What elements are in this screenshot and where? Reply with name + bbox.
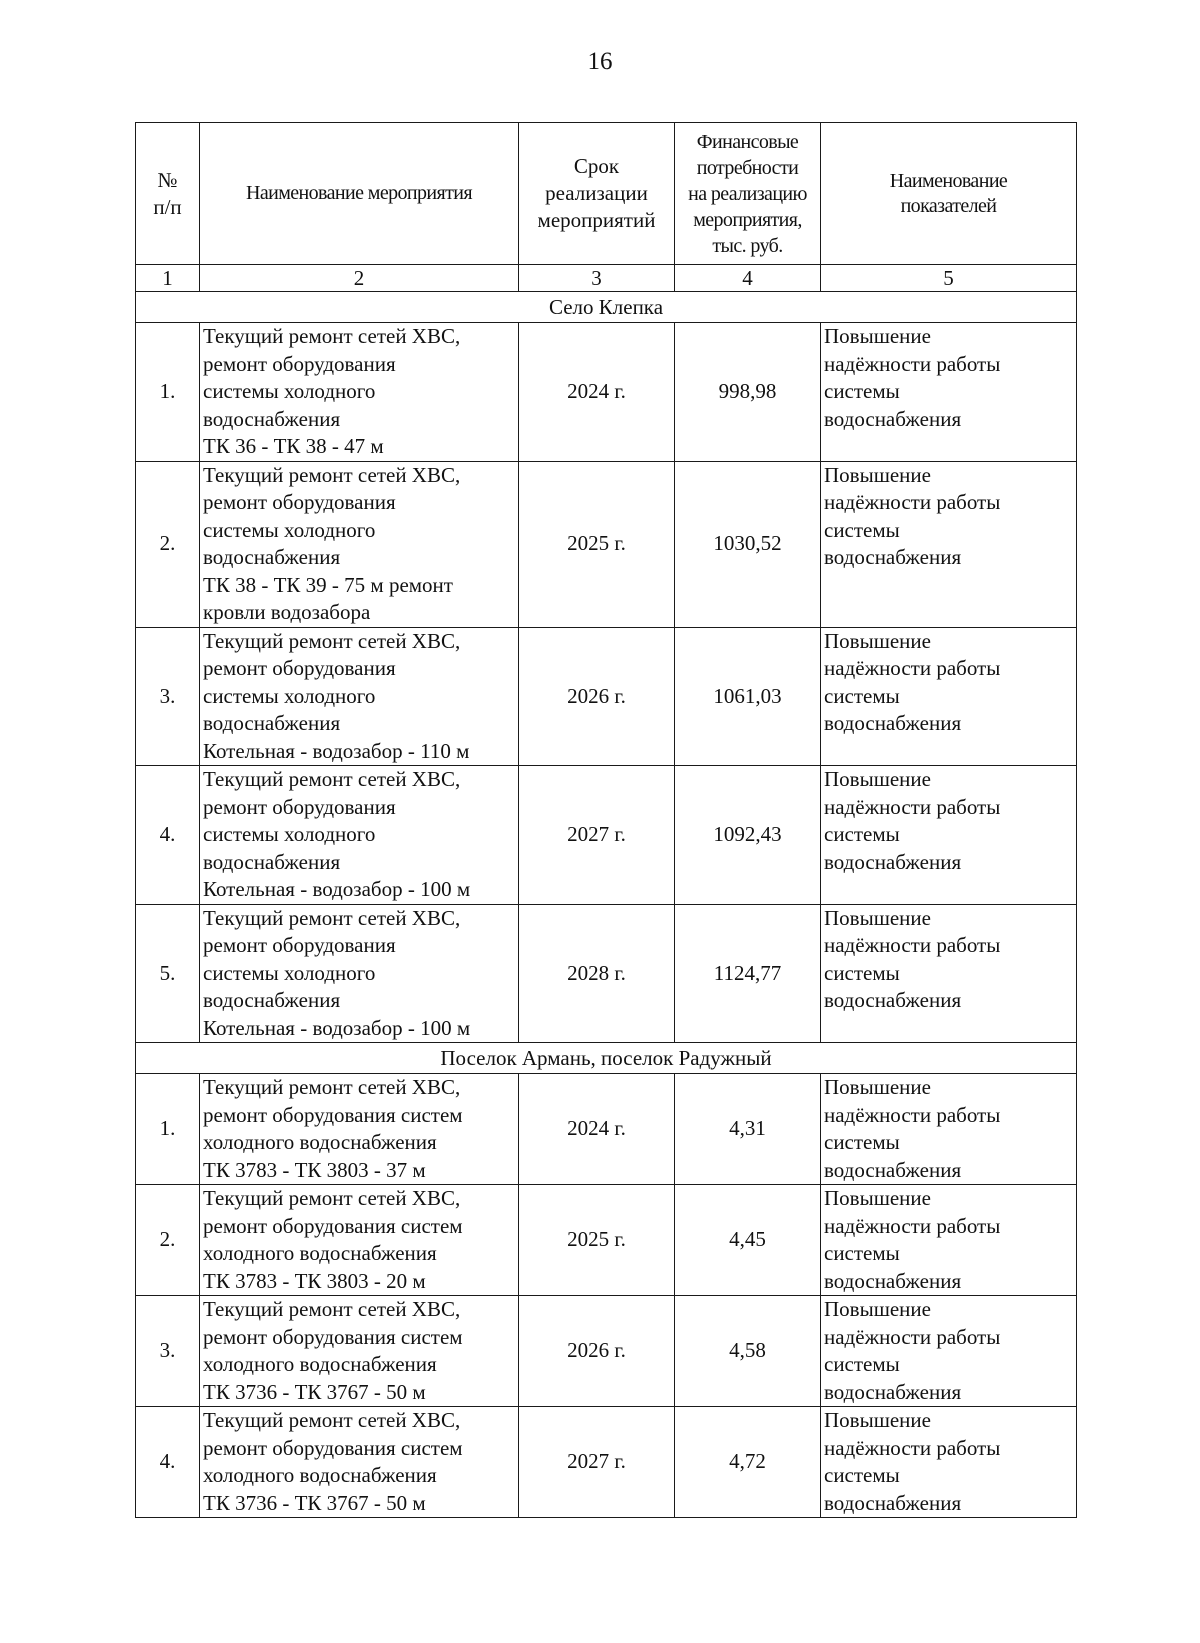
indicator-line: надёжности работы: [824, 794, 1001, 819]
measure-name-line: водоснабжения: [203, 406, 341, 431]
measure-indicator: [821, 1407, 1077, 1518]
measure-cost: 1061,03: [675, 627, 821, 766]
measure-cost: 1030,52: [675, 461, 821, 627]
measure-name: [200, 627, 519, 766]
section-title: Поселок Армань, поселок Радужный: [136, 1043, 1077, 1074]
measure-name-line: ремонт оборудования: [203, 933, 396, 957]
measure-indicator: [821, 461, 1077, 627]
measure-name-line: ремонт оборудования: [203, 794, 396, 819]
indicator-line: Повышение: [824, 324, 931, 348]
indicator-line: системы: [824, 822, 900, 846]
header-finance: [675, 123, 821, 265]
header-finance-line: мероприятия,: [693, 208, 802, 231]
indicator-line: надёжности работы: [824, 1324, 1001, 1349]
measure-name-line: водоснабжения: [203, 988, 341, 1012]
row-number: 1.: [136, 1074, 200, 1185]
header-num-line: №: [157, 167, 178, 192]
measure-name-line: холодного водоснабжения: [203, 1130, 437, 1154]
measure-name-line: холодного водоснабжения: [203, 1352, 437, 1376]
header-term: [519, 123, 675, 265]
measure-name: [200, 904, 519, 1043]
measure-name-line: ремонт оборудования: [203, 351, 396, 376]
measure-term: 2026 г.: [519, 627, 675, 766]
table-row: [136, 904, 1077, 1043]
column-number: 3: [519, 265, 675, 292]
measure-name-line: ТК 3783 - ТК 3803 - 37 м: [203, 1157, 426, 1182]
page-number: 16: [587, 48, 613, 75]
measure-name-line: Текущий ремонт сетей ХВС,: [203, 905, 461, 930]
measure-indicator: [821, 1296, 1077, 1407]
indicator-line: водоснабжения: [824, 406, 962, 431]
row-number: 3.: [136, 627, 200, 766]
indicator-line: системы: [824, 960, 900, 985]
table-row: [136, 1074, 1077, 1185]
column-number: 4: [675, 265, 821, 292]
indicator-line: системы: [824, 1463, 900, 1487]
measure-cost: 1124,77: [675, 904, 821, 1043]
measure-name-line: Котельная - водозабор - 110 м: [203, 738, 470, 763]
header-term-line: мероприятий: [537, 208, 656, 232]
table-row: [136, 1185, 1077, 1296]
measure-name-line: системы холодного: [203, 822, 376, 846]
table-row: [136, 461, 1077, 627]
indicator-line: системы: [824, 517, 900, 542]
measure-term: 2025 г.: [519, 461, 675, 627]
header-finance-line: Финансовые: [696, 130, 799, 153]
measure-name-line: системы холодного: [203, 683, 376, 708]
measure-name-line: Текущий ремонт сетей ХВС,: [203, 1186, 461, 1210]
measure-cost: 998,98: [675, 323, 821, 462]
indicator-line: надёжности работы: [824, 1213, 1001, 1238]
indicator-line: водоснабжения: [824, 711, 962, 735]
measure-term: 2027 г.: [519, 1407, 675, 1518]
measure-name-line: ремонт оборудования: [203, 490, 396, 514]
measure-name-line: водоснабжения: [203, 849, 341, 874]
indicator-line: Повышение: [824, 1297, 931, 1321]
measure-name-line: холодного водоснабжения: [203, 1463, 437, 1487]
indicator-line: Повышение: [824, 1075, 931, 1099]
indicator-line: надёжности работы: [824, 490, 1001, 514]
measure-name-line: водоснабжения: [203, 711, 341, 735]
section-row: [136, 292, 1077, 323]
header-indicator-line: показателей: [900, 194, 997, 217]
measure-name-line: Текущий ремонт сетей ХВС,: [203, 628, 461, 653]
measure-cost: 1092,43: [675, 766, 821, 905]
measure-name-line: Текущий ремонт сетей ХВС,: [203, 1075, 461, 1099]
indicator-line: системы: [824, 1130, 900, 1154]
measure-term: 2024 г.: [519, 323, 675, 462]
indicator-line: надёжности работы: [824, 351, 1001, 376]
table-row: [136, 1407, 1077, 1518]
table-row: [136, 766, 1077, 905]
indicator-line: системы: [824, 1241, 900, 1265]
indicator-line: водоснабжения: [824, 849, 962, 874]
measure-name: [200, 461, 519, 627]
measure-name-line: Текущий ремонт сетей ХВС,: [203, 767, 461, 791]
row-number: 5.: [136, 904, 200, 1043]
measure-name-line: ремонт оборудования систем: [203, 1435, 463, 1460]
row-number: 2.: [136, 1185, 200, 1296]
indicator-line: Повышение: [824, 628, 931, 653]
measure-name-line: Текущий ремонт сетей ХВС,: [203, 324, 461, 348]
measure-name-line: системы холодного: [203, 960, 376, 985]
header-num: [136, 123, 200, 265]
measure-indicator: [821, 1074, 1077, 1185]
measure-term: 2025 г.: [519, 1185, 675, 1296]
measure-name-line: ТК 3736 - ТК 3767 - 50 м: [203, 1379, 426, 1404]
indicator-line: водоснабжения: [824, 988, 962, 1012]
header-name-text: Наименование мероприятия: [246, 182, 472, 204]
measure-indicator: [821, 904, 1077, 1043]
measure-indicator: [821, 766, 1077, 905]
table-header-row: [136, 123, 1077, 265]
header-indicator-line: Наименование: [889, 169, 1008, 192]
measure-name-line: ремонт оборудования систем: [203, 1213, 463, 1238]
measure-name-line: Котельная - водозабор - 100 м: [203, 1015, 471, 1040]
measure-name-line: водоснабжения: [203, 545, 341, 569]
measure-term: 2027 г.: [519, 766, 675, 905]
measure-indicator: [821, 323, 1077, 462]
measure-term: 2024 г.: [519, 1074, 675, 1185]
measure-name-line: системы холодного: [203, 379, 376, 403]
header-finance-line: потребности: [696, 156, 799, 179]
table-row: [136, 323, 1077, 462]
measure-name-line: Текущий ремонт сетей ХВС,: [203, 462, 461, 487]
measure-name-line: ремонт оборудования систем: [203, 1324, 463, 1349]
header-name: [200, 123, 519, 265]
indicator-line: надёжности работы: [824, 1102, 1001, 1127]
measure-cost: 4,45: [675, 1185, 821, 1296]
indicator-line: Повышение: [824, 1408, 931, 1432]
column-number: 1: [136, 265, 200, 292]
measure-name-line: системы холодного: [203, 517, 376, 542]
indicator-line: Повышение: [824, 462, 931, 487]
measure-name-line: Текущий ремонт сетей ХВС,: [203, 1408, 461, 1432]
header-term-line: Срок: [573, 154, 620, 178]
measure-term: 2026 г.: [519, 1296, 675, 1407]
indicator-line: водоснабжения: [824, 1379, 962, 1404]
measure-name: [200, 766, 519, 905]
column-number: 5: [821, 265, 1077, 292]
indicator-line: надёжности работы: [824, 656, 1001, 680]
indicator-line: надёжности работы: [824, 1435, 1001, 1460]
measure-term: 2028 г.: [519, 904, 675, 1043]
measure-name: [200, 1185, 519, 1296]
column-number: 2: [200, 265, 519, 292]
row-number: 4.: [136, 1407, 200, 1518]
header-indicator: [821, 123, 1077, 265]
header-finance-line: тыс. руб.: [712, 234, 783, 257]
indicator-line: водоснабжения: [824, 1268, 962, 1293]
indicator-line: Повышение: [824, 767, 931, 791]
header-num-line: п/п: [153, 194, 182, 219]
measure-name-line: ТК 3783 - ТК 3803 - 20 м: [203, 1268, 426, 1293]
row-number: 3.: [136, 1296, 200, 1407]
measure-name-line: Котельная - водозабор - 100 м: [203, 877, 471, 901]
measure-name-line: ремонт оборудования: [203, 656, 396, 680]
measure-cost: 4,72: [675, 1407, 821, 1518]
measure-indicator: [821, 627, 1077, 766]
measures-table: [135, 122, 1077, 1518]
table-row: [136, 1296, 1077, 1407]
measure-indicator: [821, 1185, 1077, 1296]
section-title: Село Клепка: [136, 292, 1077, 323]
indicator-line: системы: [824, 1352, 900, 1376]
measure-name: [200, 1074, 519, 1185]
measure-name: [200, 1296, 519, 1407]
header-finance-line: на реализацию: [688, 182, 807, 205]
indicator-line: Повышение: [824, 1186, 931, 1210]
header-term-line: реализации: [545, 181, 648, 205]
row-number: 1.: [136, 323, 200, 462]
measure-name-line: ремонт оборудования систем: [203, 1102, 463, 1127]
row-number: 2.: [136, 461, 200, 627]
table-row: [136, 627, 1077, 766]
indicator-line: водоснабжения: [824, 1157, 962, 1182]
measure-cost: 4,58: [675, 1296, 821, 1407]
measure-cost: 4,31: [675, 1074, 821, 1185]
indicator-line: Повышение: [824, 905, 931, 930]
measure-name-line: ТК 36 - ТК 38 - 47 м: [203, 434, 384, 458]
indicator-line: водоснабжения: [824, 545, 962, 569]
indicator-line: системы: [824, 683, 900, 708]
indicator-line: надёжности работы: [824, 933, 1001, 957]
indicator-line: водоснабжения: [824, 1490, 962, 1515]
column-numbers-row: [136, 265, 1077, 292]
measure-name: [200, 1407, 519, 1518]
indicator-line: системы: [824, 379, 900, 403]
measure-name-line: холодного водоснабжения: [203, 1241, 437, 1265]
row-number: 4.: [136, 766, 200, 905]
measure-name-line: ТК 38 - ТК 39 - 75 м ремонт: [203, 572, 453, 597]
measure-name-line: Текущий ремонт сетей ХВС,: [203, 1297, 461, 1321]
measure-name: [200, 323, 519, 462]
measure-name-line: ТК 3736 - ТК 3767 - 50 м: [203, 1490, 426, 1515]
section-row: [136, 1043, 1077, 1074]
measure-name-line: кровли водозабора: [203, 600, 371, 624]
